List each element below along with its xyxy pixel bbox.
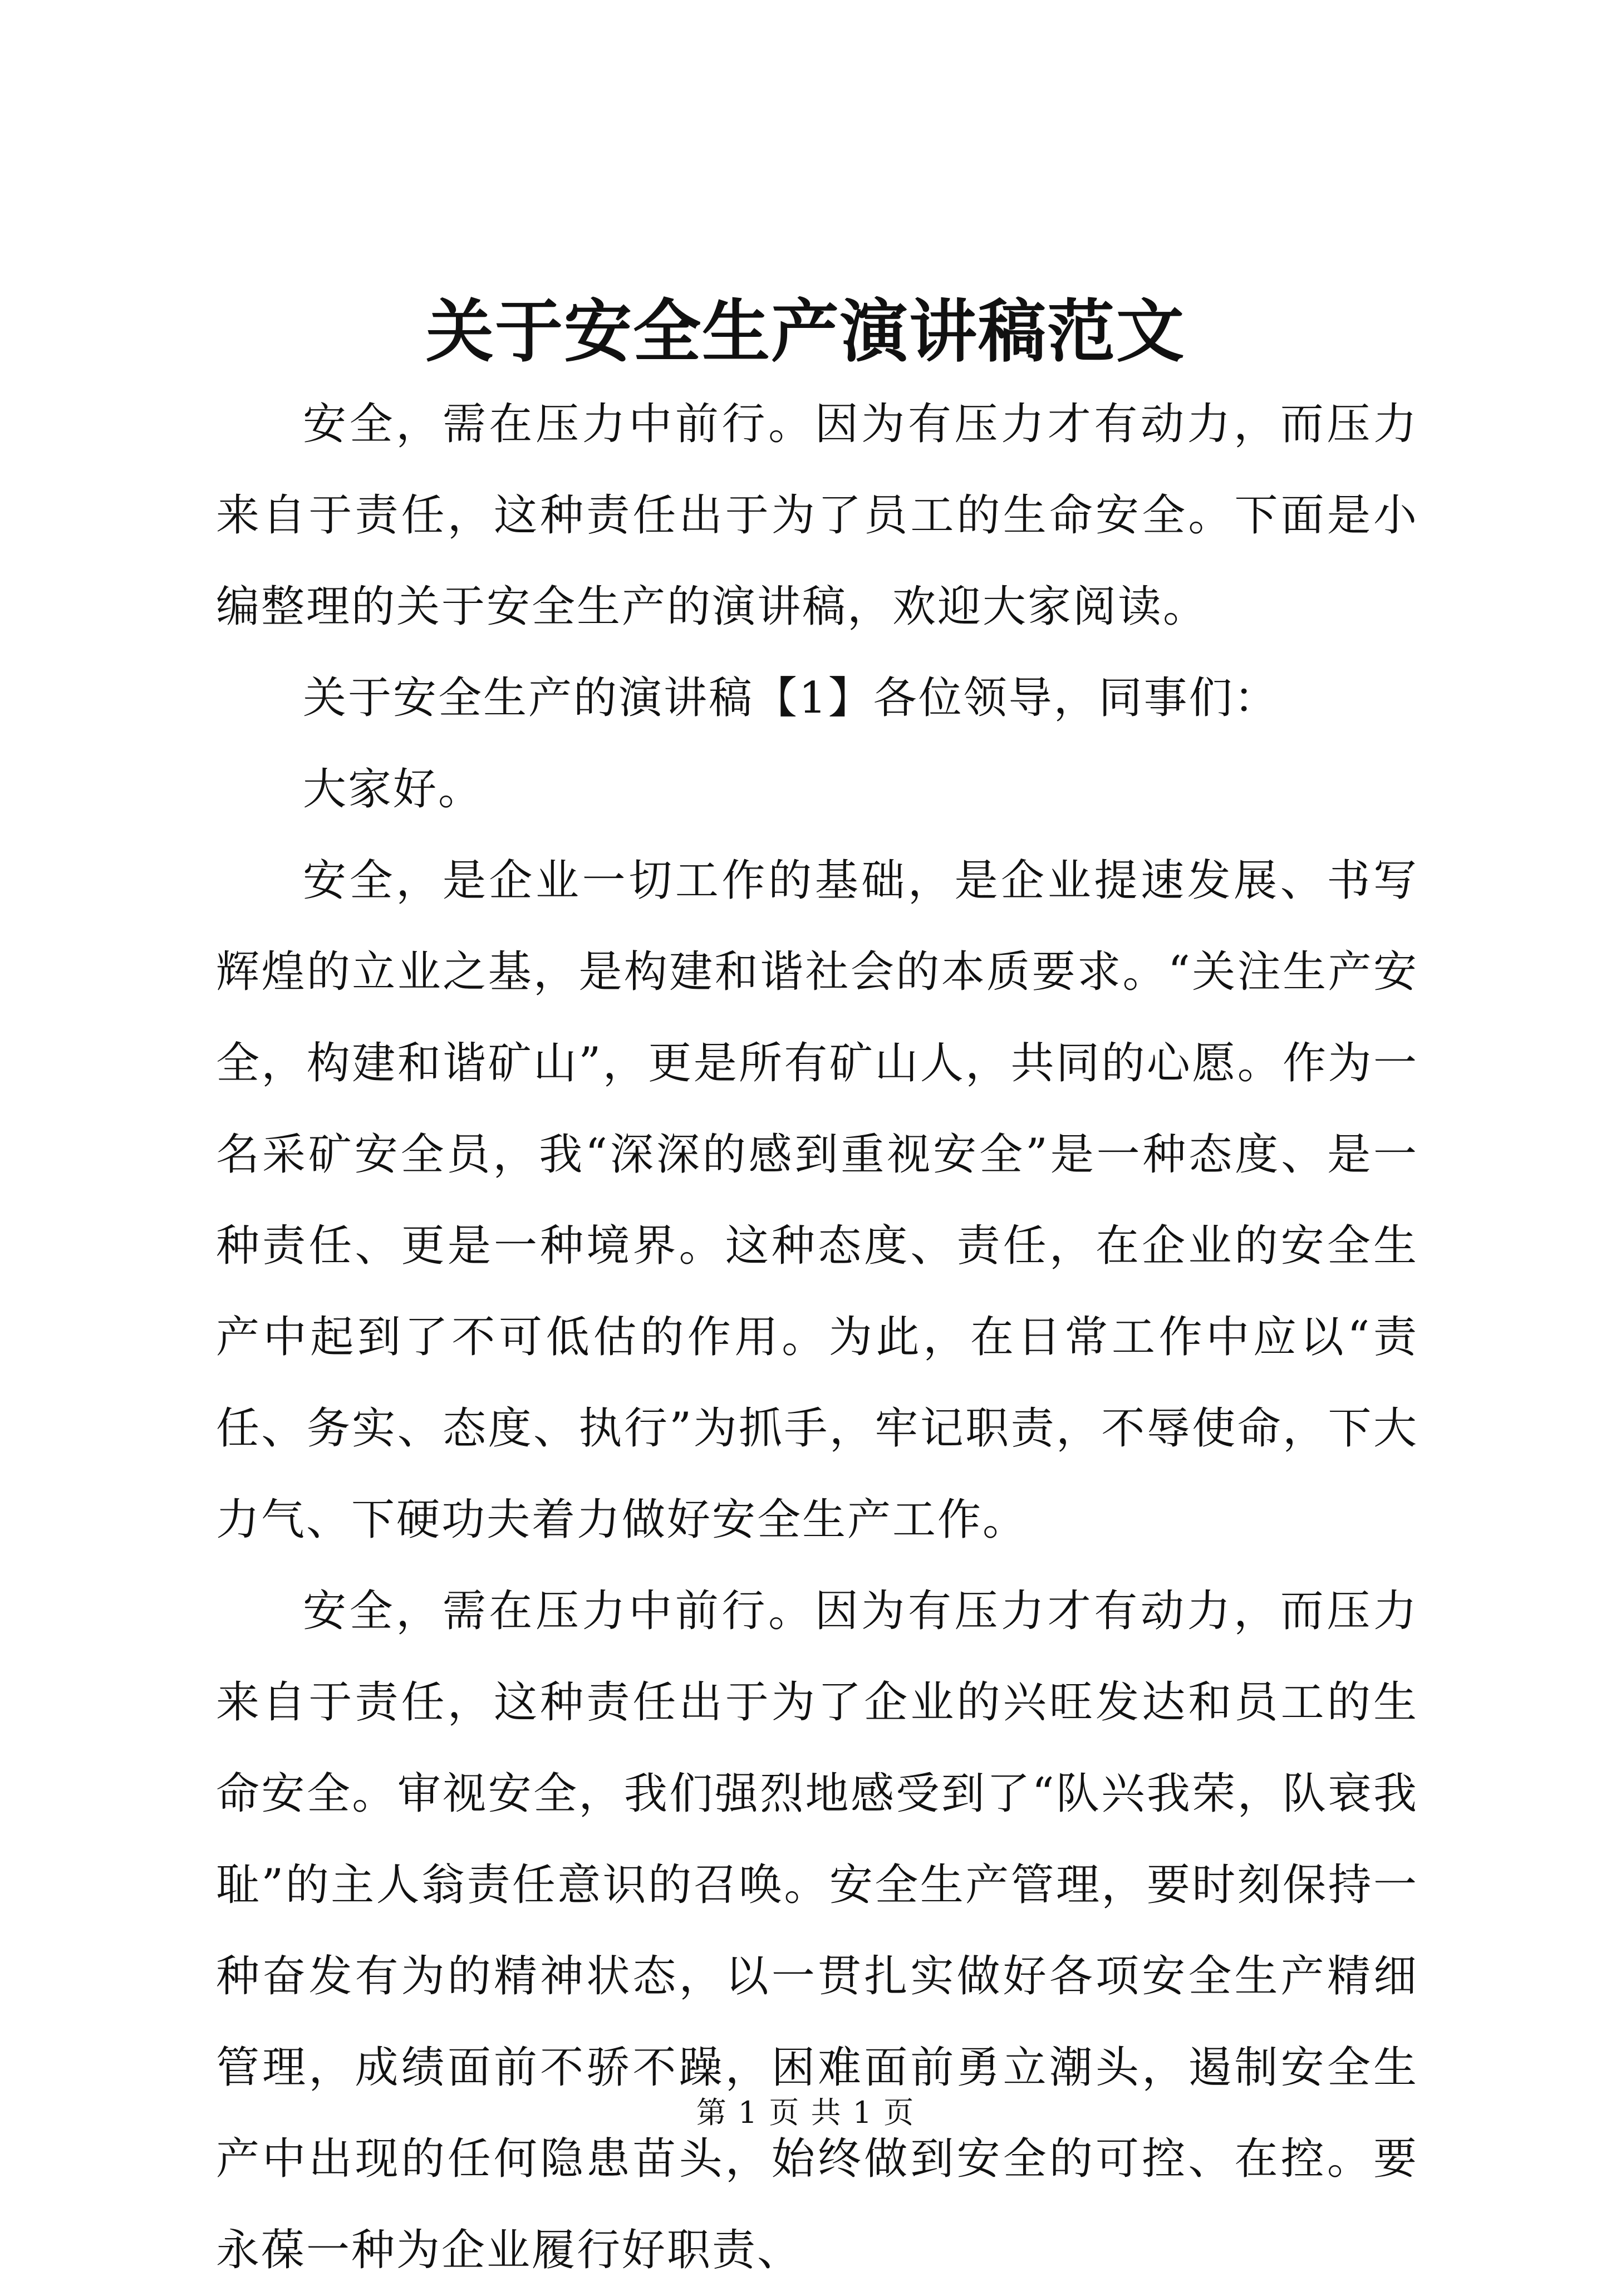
page-footer: 第 1 页 共 1 页 xyxy=(696,2095,915,2130)
document-body xyxy=(216,379,1418,2296)
paragraph-intro: 安全，需在压力中前行。因为有压力才有动力，而压力来自于责任，这种责任出于为了员工的生命安全。下面是小编整理的关于安全生产的演讲稿，欢迎大家阅读。 xyxy=(216,399,1418,632)
paragraph-safety-foundation: 安全，是企业一切工作的基础，是企业提速发展、书写辉煌的立业之基，是构建和谐社会的本质要求。“关注生产安全，构建和谐矿山”，更是所有矿山人，共同的心愿。作为一名采矿安全员，我“深深的感到重视安全”是一种态度、是一种责任、更是一种境界。这种态度、责任，在企业的安全生产中起到了不可低估的作用。为此，在日常工作中应以“责任、务实、态度、执行”为抓手，牢记职责，不辱使命，下大力气、下硬功夫着力做好安全生产工作。 xyxy=(216,856,1418,1545)
paragraph-speech-heading: 关于安全生产的演讲稿【1】各位领导，同事们： xyxy=(303,673,1279,723)
document-title: 关于安全生产演讲稿范文 xyxy=(426,291,1185,371)
paragraph-safety-pressure: 安全，需在压力中前行。因为有压力才有动力，而压力来自于责任，这种责任出于为了企业的兴旺发达和员工的生命安全。审视安全，我们强烈地感受到了“队兴我荣，队衰我耻”的主人翁责任意识的召唤。安全生产管理，要时刻保持一种奋发有为的精神状态，以一贯扎实做好各项安全生产精细管理，成绩面前不骄不躁，困难面前勇立潮头，遏制安全生产中出现的任何隐患苗头，始终做到安全的可控、在控。要永葆一种为企业履行好职责、 xyxy=(216,1586,1418,2275)
paragraph-greeting: 大家好。 xyxy=(303,764,484,815)
